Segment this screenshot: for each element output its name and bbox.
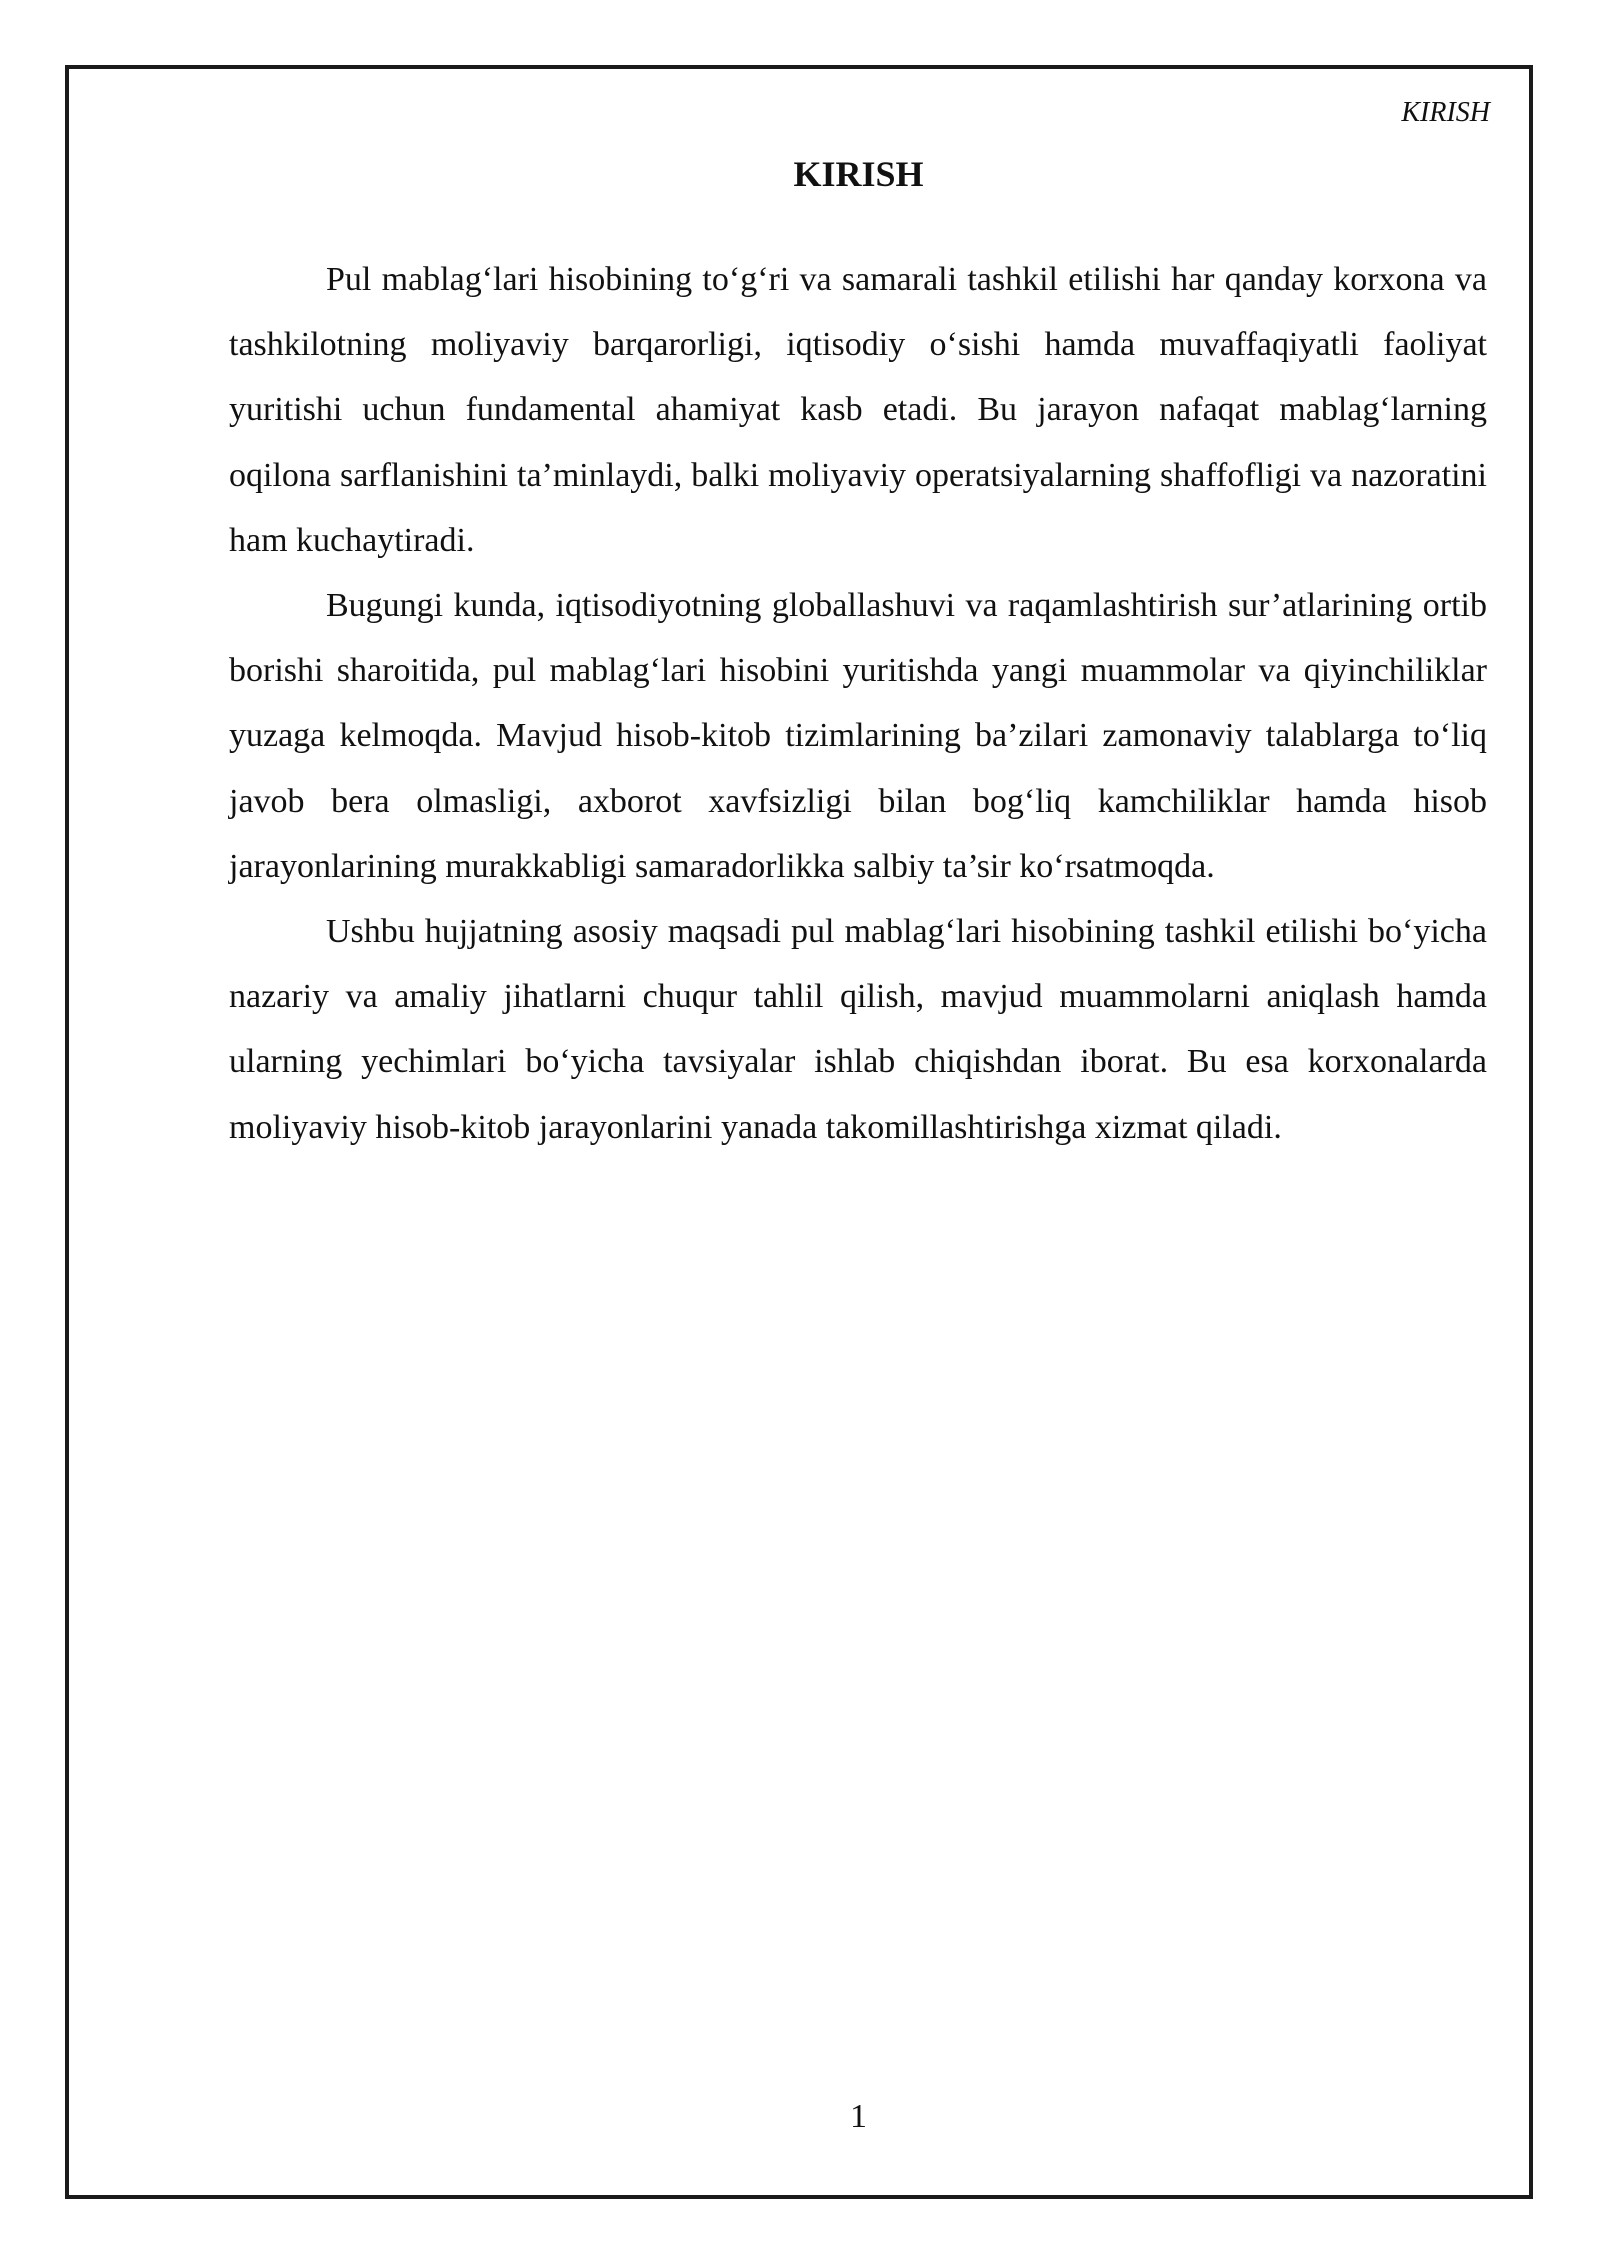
paragraph-1: Pul mablag‘lari hisobining to‘g‘ri va samarali tashkil etilishi har qanday korxona va tashkilotning moliyaviy barqarorligi, iqtisodiy o‘sishi hamda muvaffaqiyatli faoliyat yuritishi uchun fundamental ahamiyat kasb etadi. Bu jarayon nafaqat mablag‘larning oqilona sarflanishini ta’minlaydi, balki moliyaviy operatsiyalarning shaffofligi va nazoratini ham kuchaytiradi. xyxy=(229,261,1487,559)
section-title: KIRISH xyxy=(793,154,924,194)
page-number: 1 xyxy=(850,2098,867,2135)
body-text xyxy=(229,247,1487,1160)
paragraph-3: Ushbu hujjatning asosiy maqsadi pul mablag‘lari hisobining tashkil etilishi bo‘yicha nazariy va amaliy jihatlarni chuqur tahlil qilish, mavjud muammolarni aniqlash hamda ularning yechimlari bo‘yicha tavsiyalar ishlab chiqishdan iborat. Bu esa korxonalarda moliyaviy hisob-kitob jarayonlarini yanada takomillashtirishga xizmat qiladi. xyxy=(229,913,1487,1146)
paragraph-2: Bugungi kunda, iqtisodiyotning globallashuvi va raqamlashtirish sur’atlarining ortib borishi sharoitida, pul mablag‘lari hisobini yuritishda yangi muammolar va qiyinchiliklar yuzaga kelmoqda. Mavjud hisob-kitob tizimlarining ba’zilari zamonaviy talablarga to‘liq javob bera olmasligi, axborot xavfsizligi bilan bog‘liq kamchiliklar hamda hisob jarayonlarining murakkabligi samaradorlikka salbiy ta’sir ko‘rsatmoqda. xyxy=(229,587,1487,885)
running-header: KIRISH xyxy=(1401,97,1490,128)
